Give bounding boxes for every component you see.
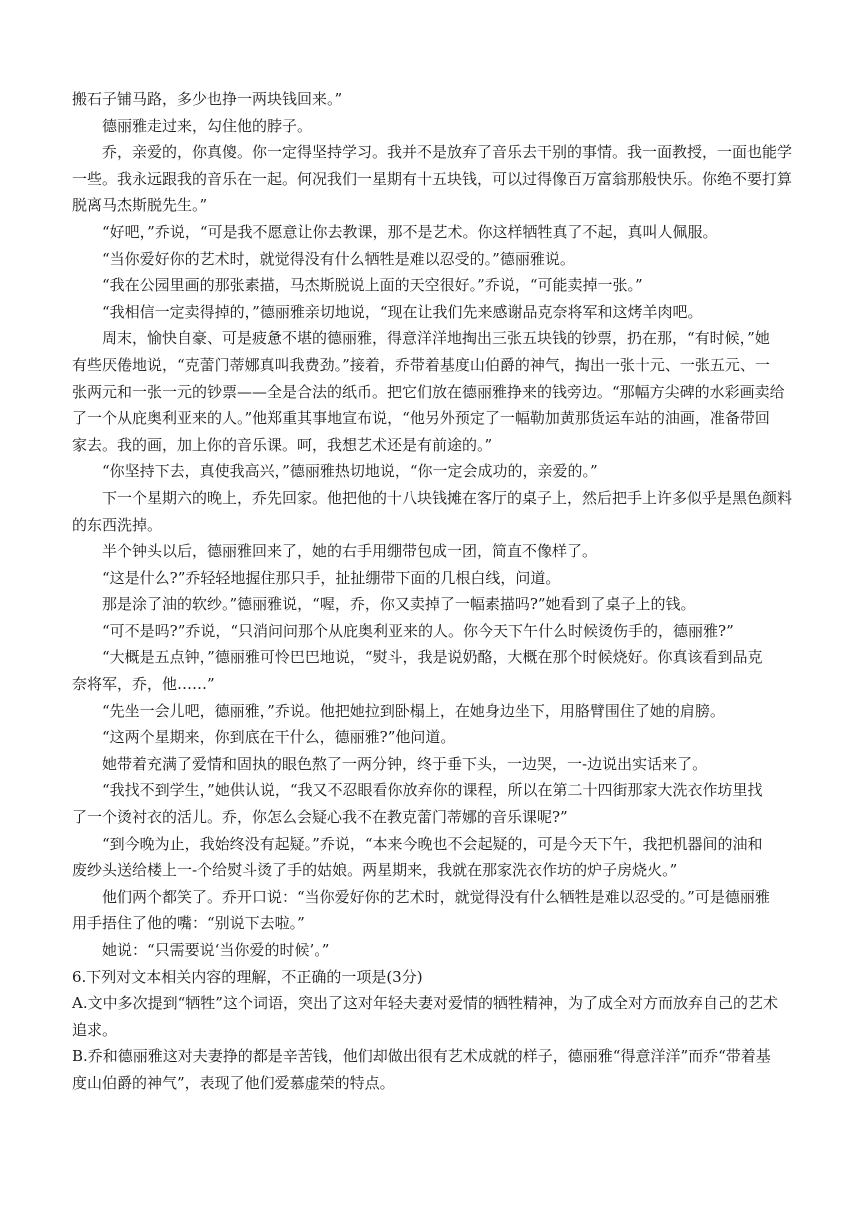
text-line: 半个钟头以后，德丽雅回来了，她的右手用绷带包成一团，简直不像样了。	[102, 542, 598, 561]
text-line: 德丽雅走过来，勾住他的脖子。	[102, 116, 313, 135]
text-line: 她说：“只需要说‘当你爱的时候’。”	[102, 941, 330, 959]
text-line: 她带着充满了爱情和固执的眼色熬了一两分钟，终于垂下头，一边哭，一-边说出实话来了。	[102, 754, 708, 773]
text-line: “我找不到学生，”她供认说，“我又不忍眼看你放弃你的课程，所以在第二十四街那家大洗衣作坊里找	[102, 781, 763, 800]
story-text	[72, 86, 794, 1097]
text-line: 奈将军，乔，他……”	[72, 675, 215, 694]
text-line: 脱离马杰斯脱先生。”	[72, 196, 208, 215]
text-line: 乔，亲爱的，你真傻。你一定得坚持学习。我并不是放弃了音乐去干别的事情。我一面教授，一面也能学	[102, 143, 793, 162]
text-line: “这是什么?”乔轻轻地握住那只手，扯扯绷带下面的几根白线，问道。	[102, 568, 561, 587]
text-line: “到今晚为止，我始终没有起疑。”乔说，“本来今晚也不会起疑的，可是今天下午，我把机器间的油和	[102, 834, 763, 853]
text-line: 用手捂住了他的嘴：“别说下去啦。”	[72, 914, 305, 933]
text-line: “我相信一定卖得掉的，”德丽雅亲切地说，“现在让我们先来感谢品克奈将军和这烤羊肉吧。	[102, 302, 703, 321]
text-line: 下一个星期六的晚上，乔先回家。他把他的十八块钱摊在客厅的桌子上，然后把手上许多似乎是黑色颜料	[102, 488, 793, 507]
text-line: “先坐一会儿吧，德丽雅，”乔说。他把她拉到卧榻上，在她身边坐下，用胳臂围住了她的肩膀。	[102, 701, 725, 720]
text-line: 周末，愉快自豪、可是疲惫不堪的德丽雅，得意洋洋地掏出三张五块钱的钞票，扔在那，“有时候，”她	[102, 329, 770, 348]
text-line: “可不是吗?”乔说，“只消问问那个从庇奥利亚来的人。你今天下午什么时候烫伤手的，德丽雅?”	[102, 621, 734, 640]
text-line: “这两个星期来，你到底在干什么，德丽雅?”他问道。	[102, 728, 456, 747]
text-line: 他们两个都笑了。乔开口说：“当你爱好你的艺术时，就觉得没有什么牺牲是难以忍受的。”可是德丽雅	[102, 887, 770, 906]
text-line: “我在公园里画的那张素描，马杰斯脱说上面的天空很好。”乔说，“可能卖掉一张。”	[102, 276, 643, 295]
answer-option: A.文中多次提到“牺牲”这个词语，突出了这对年轻夫妻对爱情的牺牲精神，为了成全对方而放弃自己的艺术	[72, 994, 778, 1013]
text-line: “当你爱好你的艺术时，就觉得没有什么牺牲是难以忍受的。”德丽雅说。	[102, 249, 575, 268]
text-line: 的东西洗掉。	[72, 515, 163, 534]
text-line: 了一个烫衬衣的活儿。乔，你怎么会疑心我不在教克蕾门蒂娜的音乐课呢?”	[72, 808, 568, 827]
text-line: 家去。我的画，加上你的音乐课。呵，我想艺术还是有前途的。”	[72, 435, 493, 454]
text-line: 有些厌倦地说，“克蕾门蒂娜真叫我费劲。”接着，乔带着基度山伯爵的神气，掏出一张十元、一张五元、一	[72, 355, 770, 374]
text-line: 了一个从庇奥利亚来的人。”他郑重其事地宣布说，“他另外预定了一幅勒加黄那货运车站的油画，准备带回	[72, 409, 770, 428]
text-line: “你坚持下去，真使我高兴，”德丽雅热切地说，“你一定会成功的，亲爱的。”	[102, 462, 598, 481]
text-line: 一些。我永远跟我的音乐在一起。何况我们一星期有十五块钱，可以过得像百万富翁那般快乐。你绝不要打算	[72, 169, 793, 188]
question-stem: 6.下列对文本相关内容的理解，不正确的一项是(3分)	[72, 967, 423, 986]
text-line: 那是涂了油的软纱。”德丽雅说，“喔，乔，你又卖掉了一幅素描吗?”她看到了桌子上的钱。	[102, 595, 696, 614]
text-line: 追求。	[72, 1020, 118, 1039]
answer-option: B.乔和德丽雅这对夫妻挣的都是辛苦钱，他们却做出很有艺术成就的样子，德丽雅“得意洋洋”而乔“带着基	[72, 1047, 771, 1066]
text-line: “好吧，”乔说，“可是我不愿意让你去教课，那不是艺术。你这样牺牲真了不起，真叫人佩服。	[102, 222, 718, 241]
text-line: “大概是五点钟，”德丽雅可怜巴巴地说，“熨斗，我是说奶酪，大概在那个时候烧好。你真该看到品克	[102, 648, 763, 667]
text-line: 度山伯爵的神气”，表现了他们爱慕虚荣的特点。	[72, 1073, 395, 1092]
text-line: 废纱头送给楼上一-个给熨斗烫了手的姑娘。两星期来，我就在那家洗衣作坊的炉子房烧火。”	[72, 861, 678, 880]
text-line: 搬石子铺马路，多少也挣一两块钱回来。”	[72, 90, 343, 108]
text-line: 张两元和一张一元的钞票——全是合法的纸币。把它们放在德丽雅挣来的钱旁边。“那幅方尖碑的水彩画卖给	[72, 382, 785, 401]
